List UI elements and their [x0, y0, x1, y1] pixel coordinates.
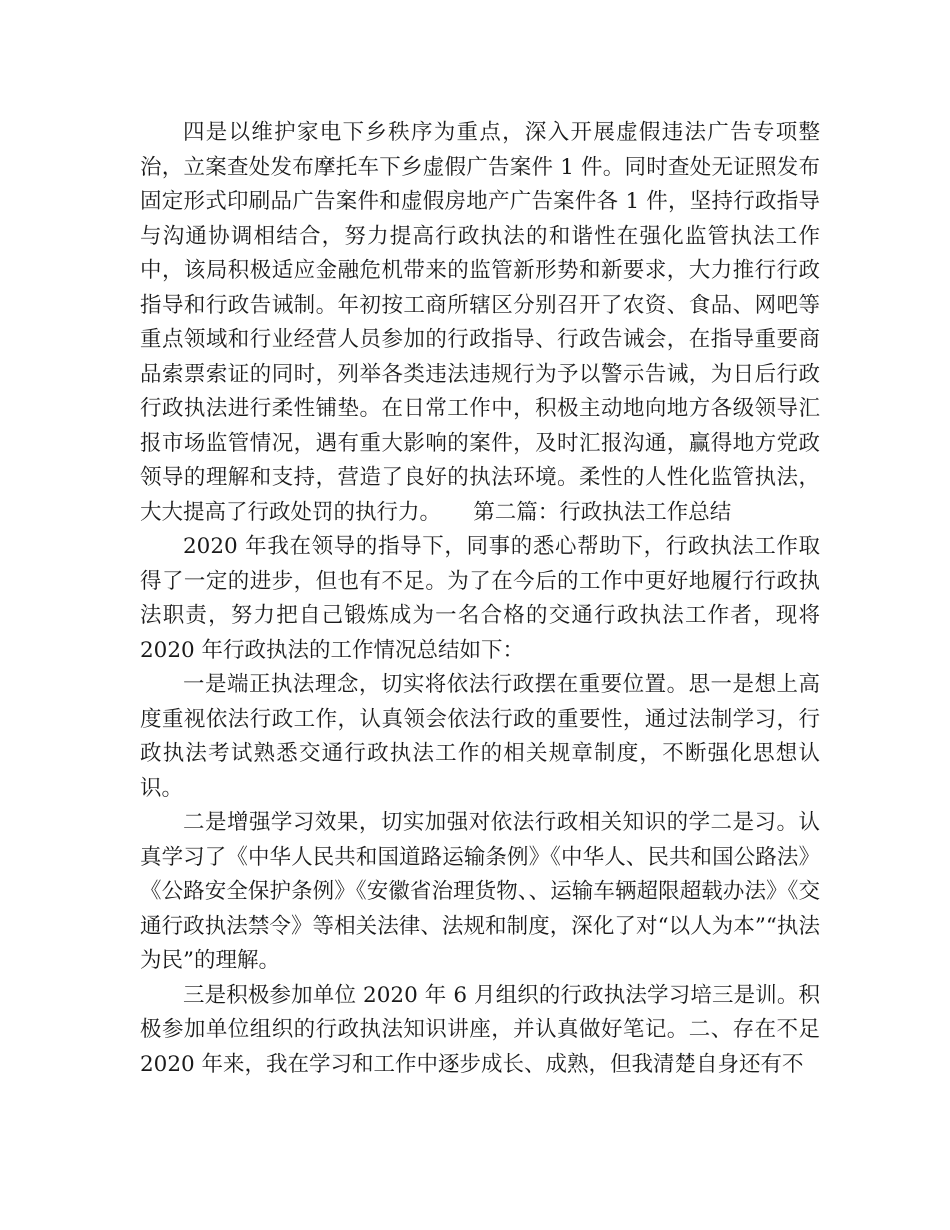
paragraph-3: 一是端正执法理念，切实将依法行政摆在重要位置。思一是想上高度重视依法行政工作，认真领会依法行政的重要性，通过法制学习，行政执法考试熟悉交通行政执法工作的相关规章制度，不断强化思想认识。: [140, 672, 820, 801]
paragraph-2: 2020 年我在领导的指导下，同事的悉心帮助下，行政执法工作取得了一定的进步，但也有不足。为了在今后的工作中更好地履行行政执法职责，努力把自己锻炼成为一名合格的交通行政执法工作者，现将 2020 年行政执法的工作情况总结如下：: [140, 534, 820, 663]
paragraph-1: 四是以维护家电下乡秩序为重点，深入开展虚假违法广告专项整治，立案查处发布摩托车下乡虚假广告案件 1 件。同时查处无证照发布固定形式印刷品广告案件和虚假房地产广告案件各 1 件，坚持行政指导与沟通协调相结合，努力提高行政执法的和谐性在强化监管执法工作中，该局积极适应金融危机带来的监管新形势和新要求，大力推行行政指导和行政告诫制。年初按工商所辖区分别召开了农资、食品、网吧等重点领域和行业经营人员参加的行政指导、行政告诫会，在指导重要商品索票索证的同时，列举各类违法违规行为予以警示告诫，为日后行政行政执法进行柔性铺垫。在日常工作中，积极主动地向地方各级领导汇报市场监管情况，遇有重大影响的案件，及时汇报沟通，赢得地方党政领导的理解和支持，营造了良好的执法环境。柔性的人性化监管执法，大大提高了行政处罚的执行力。 第二篇：行政执法工作总结: [140, 120, 820, 525]
paragraph-5: 三是积极参加单位 2020 年 6 月组织的行政执法学习培三是训。积极参加单位组织的行政执法知识讲座，并认真做好笔记。二、存在不足 2020 年来，我在学习和工作中逐步成长、成熟，但我清楚自身还有不: [140, 982, 820, 1077]
document-body: [140, 116, 820, 1082]
paragraph-4: 二是增强学习效果，切实加强对依法行政相关知识的学二是习。认真学习了《中华人民共和国道路运输条例》《中华人、民共和国公路法》《公路安全保护条例》《安徽省治理货物、、运输车辆超限超载办法》《交通行政执法禁令》等相关法律、法规和制度，深化了对“以人为本”“执法为民”的理解。: [140, 810, 820, 973]
